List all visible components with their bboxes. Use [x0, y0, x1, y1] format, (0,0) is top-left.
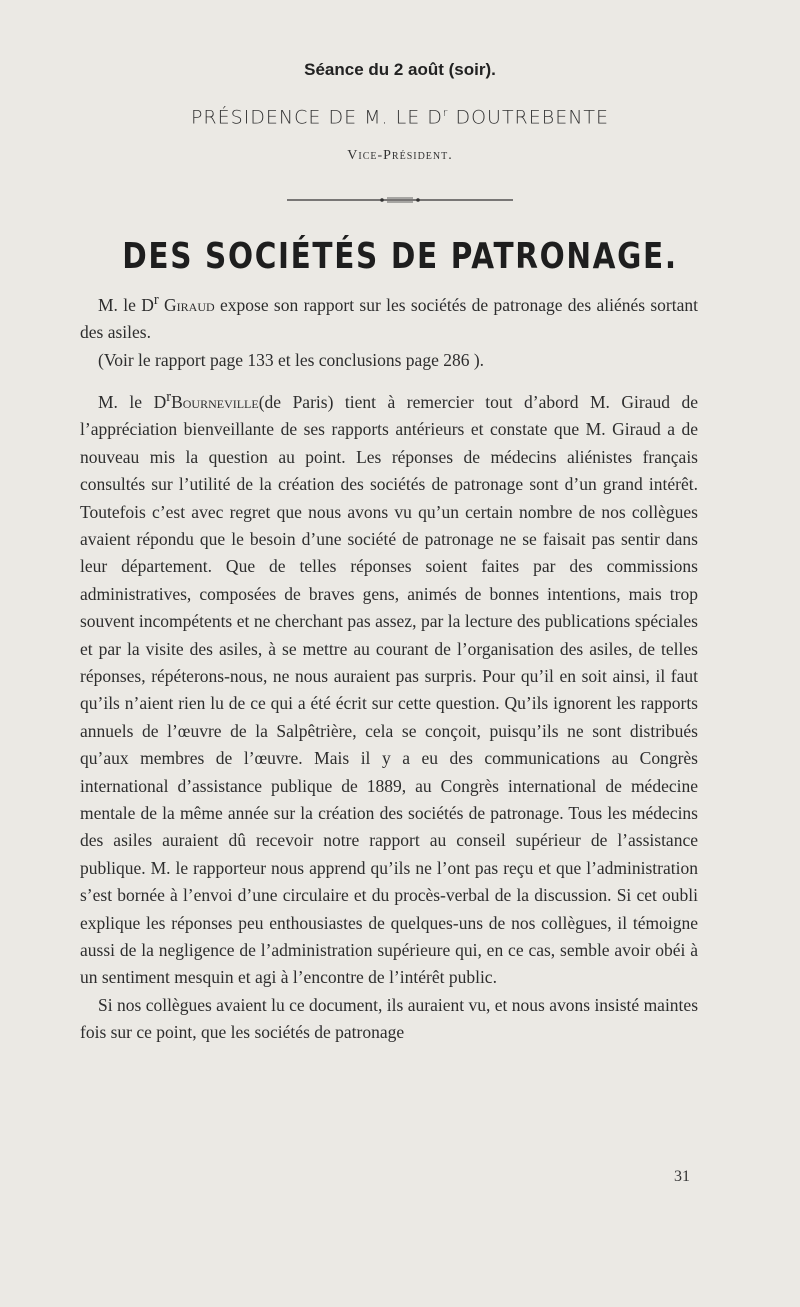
person-name: Giraud — [158, 294, 215, 315]
superscript: r — [166, 389, 172, 406]
text-span: expose son rapport sur les sociétés de patronage des aliénés sortant des asiles. — [80, 294, 699, 343]
paragraph: Si nos collègues avaient lu ce document, ils auraient vu, et nous avons insisté maintes fois sur ce point, que les sociétés de patronage — [80, 994, 698, 1043]
section-divider — [287, 196, 513, 204]
paragraph: (Voir le rapport page 133 et les conclusions page 286 ). — [98, 349, 485, 370]
session-heading: Séance du 2 août (soir). — [304, 60, 496, 79]
page-number: 31 — [674, 1168, 690, 1185]
presidence-name: DOUTREBENTE — [448, 106, 610, 129]
person-name: Bourneville — [171, 391, 259, 412]
text-span: M. le D — [98, 294, 154, 315]
paragraph — [80, 287, 698, 347]
text-span: M. le D — [98, 391, 167, 412]
paragraph — [80, 384, 698, 992]
presidence-heading — [0, 106, 800, 128]
body-text — [80, 287, 698, 1047]
text-span: (de Paris) tient à remercier tout d’abord M. Giraud de l’appréciation bienveillante de ses rapports antérieurs et constate que M. Giraud a de nouveau mis la question au point. Les réponses de médecins aliénistes français consultés sur l’utilité de la création des sociétés de patronage sont d’un grand intérêt. Toutefois c’est avec regret que nous avons vu qu’un certain nombre de nos collègues avaient répondu que le besoin d’une société de patronage ne se faisait pas sentir dans leur département. Que de telles réponses soient faites par des commissions administratives, composées de braves gens, animés de bonnes intentions, mais trop souvent incompétents et ne cherchant pas assez, par la lecture des publications spéciales et par la visite des asiles, à se mettre au courant de l’organisation des asiles, de telles réponses, répéterons-nous, ne nous auraient pas surpris. Pour qu’il en soit ainsi, il faut qu’ils n’aient rien lu de ce qui a été écrit sur cette question. Qu’ils ignorent les rapports annuels de l’œuvre de la Salpêtrière, cela se conçoit, puisqu’ils ne sont distribués qu’aux membres de l’œuvre. Mais il y a eu des communications au Congrès international d’assistance publique de 1889, au Congrès international de médecine mentale de la même année sur la création des sociétés de patronage. Tous les médecins des asiles auraient dû recevoir notre rapport au conseil supérieur de l’assistance publique. M. le rapporteur nous apprend qu’ils ne l’ont pas reçu et que l’administration s’est bornée à l’envoi d’une circulaire et du procès-verbal de la discussion. Si cet oubli explique les réponses peu enthousiastes de quelques-uns de nos collègues, il témoigne aussi de la negligence de l’administration supérieure qui, en ce cas, semble avoir obéi à un sentiment mesquin et agi à l’encontre de l’intérêt public. — [80, 391, 698, 988]
section-title: DES SOCIÉTÉS DE PATRONAGE. — [122, 236, 678, 277]
vice-president-label: Vice-Président. — [347, 148, 453, 163]
superscript: r — [153, 292, 159, 308]
presidence-sup: r — [442, 106, 449, 119]
presidence-text: PRÉSIDENCE DE M. LE D — [190, 106, 443, 129]
